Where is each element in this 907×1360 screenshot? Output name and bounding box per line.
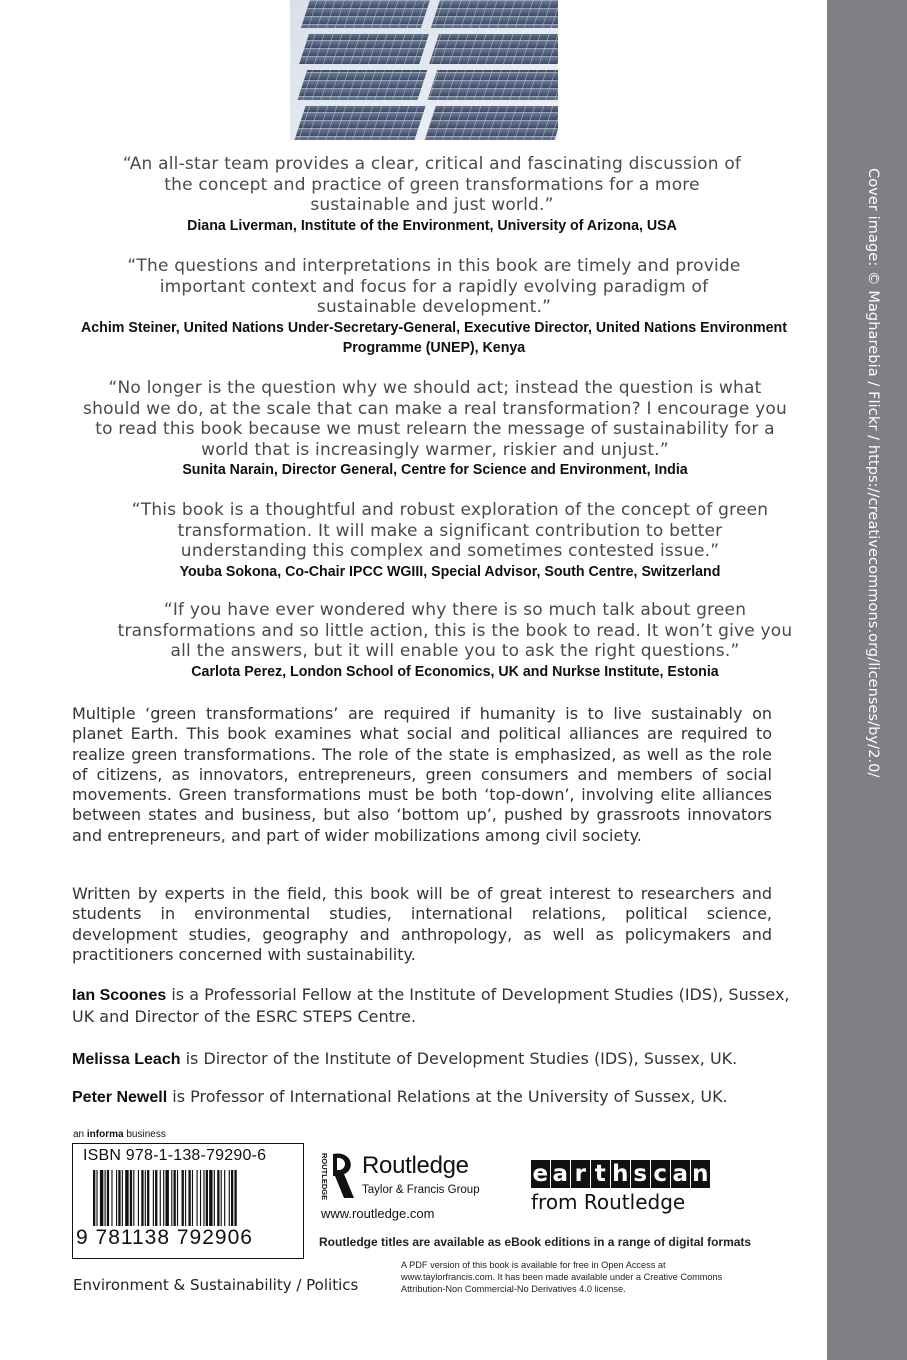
publisher-group: Taylor & Francis Group: [362, 1184, 480, 1196]
editor-bio-text: is Professor of International Relations at the University of Sussex, UK.: [167, 1087, 728, 1106]
earthscan-letter: a: [552, 1161, 569, 1187]
barcode-bar: [163, 1170, 164, 1226]
informa-suffix: business: [123, 1129, 166, 1140]
cover-photo: [290, 0, 558, 140]
earthscan-letter: h: [612, 1161, 629, 1187]
isbn-label: ISBN 978-1-138-79290-6: [83, 1147, 267, 1164]
earthscan-letter: a: [672, 1161, 689, 1187]
publisher-name: Routledge: [362, 1152, 469, 1179]
barcode-bar: [206, 1170, 208, 1226]
earthscan-logo: [531, 1160, 711, 1188]
editor-name: Peter Newell: [72, 1089, 168, 1106]
barcode-bar: [234, 1170, 236, 1226]
barcode-bar: [147, 1170, 149, 1226]
solar-panels-image: [290, 0, 558, 140]
isbn-number: 9 781138 792906: [76, 1226, 253, 1249]
isbn-barcode: [72, 1143, 304, 1259]
endorsement-2: [66, 256, 802, 358]
image-credit-text: Cover image: © Magharebia / Flickr / https://creativecommons.org/licenses/by/2.0/: [865, 168, 881, 778]
barcode-bar: [118, 1170, 120, 1226]
earthscan-letter: n: [692, 1161, 709, 1187]
barcode-bar: [185, 1170, 186, 1226]
endorsement-3: [70, 378, 800, 480]
barcode-bar: [138, 1170, 139, 1226]
publisher-url: www.routledge.com: [321, 1206, 435, 1221]
barcode-bar: [100, 1170, 103, 1226]
editor-name: Ian Scoones: [72, 987, 167, 1004]
barcode-bar: [125, 1170, 128, 1226]
endorsement-quote: “If you have ever wondered why there is so much talk about green transformations and so little action, this is the book to read. It won’t give you all the answers, but it will enable you to ask the right questions.”: [117, 600, 793, 661]
endorsement-1: [102, 154, 762, 236]
endorsement-4: [70, 500, 830, 582]
endorsement-quote: “This book is a thoughtful and robust exploration of the concept of green transformation. It will make a significant contribution to better understanding this complex and sometimes contested issue.”: [131, 500, 769, 561]
editor-bio-text: is a Professorial Fellow at the Institute of Development Studies (IDS), Sussex, UK and Director of the ESRC STEPS Centre.: [72, 985, 790, 1026]
barcode-bar: [214, 1170, 215, 1226]
editor-bio-text: is Director of the Institute of Development Studies (IDS), Sussex, UK.: [180, 1049, 738, 1068]
open-access-note: A PDF version of this book is available for free in Open Access at www.taylorfrancis.com. It has been made available under a Creative Commons Attribution-Non Commercial-No Derivatives 4.0 license.: [401, 1260, 723, 1294]
earthscan-letter: t: [591, 1160, 610, 1188]
barcode-bar: [182, 1170, 184, 1226]
ebook-note: Routledge titles are available as eBook editions in a range of digital formats: [319, 1235, 752, 1249]
barcode-bar: [221, 1170, 222, 1226]
barcode-bar: [231, 1170, 233, 1226]
barcode-bar: [141, 1170, 143, 1226]
endorsement-quote: “The questions and interpretations in this book are timely and provide important context and focus for a rapidly evolving paradigm of sustainable development.”: [127, 256, 741, 317]
editor-bio-scoones: [72, 985, 792, 1027]
barcode-bar: [200, 1170, 201, 1226]
endorsement-source: Diana Liverman, Institute of the Environment, University of Arizona, USA: [187, 217, 677, 234]
endorsement-quote: “No longer is the question why we should act; instead the question is what should we do, at the scale that can make a real transformation? I encourage you to read this book because we must relearn the message of sustainability for a world that is increasingly warmer, riskier and unjust.”: [83, 378, 787, 460]
routledge-logo-side-text: ROUTLEDGE: [320, 1153, 329, 1201]
barcode-bar: [224, 1170, 225, 1226]
barcode-bar: [107, 1170, 109, 1226]
barcode-bar: [130, 1170, 132, 1226]
earthscan-letter: e: [532, 1161, 549, 1187]
informa-business-line: [73, 1129, 166, 1140]
earthscan-letter: s: [631, 1160, 650, 1188]
barcode-bar: [160, 1170, 161, 1226]
barcode-bar: [177, 1170, 178, 1226]
barcode-bar: [229, 1170, 230, 1226]
earthscan-letter: r: [571, 1160, 590, 1188]
subject-category: Environment & Sustainability / Politics: [73, 1276, 359, 1294]
barcode-bar: [209, 1170, 212, 1226]
editor-bio-leach: [72, 1049, 792, 1071]
barcode-bar: [153, 1170, 154, 1226]
barcode-bar: [133, 1170, 134, 1226]
barcode-bar: [217, 1170, 219, 1226]
endorsement-5: [70, 600, 840, 682]
barcode-bar: [197, 1170, 198, 1226]
endorsement-source: Youba Sokona, Co-Chair IPCC WGIII, Special Advisor, South Centre, Switzerland: [179, 563, 721, 580]
barcode-bar: [116, 1170, 117, 1226]
barcode-bar: [96, 1170, 97, 1226]
endorsement-source: Achim Steiner, United Nations Under-Secretary-General, Executive Director, United Nations Environment Programme (UNEP), Kenya: [81, 319, 787, 356]
barcode-bar: [145, 1170, 146, 1226]
barcode-bar: [111, 1170, 112, 1226]
barcode-bar: [203, 1170, 204, 1226]
description-paragraph-2: Written by experts in the field, this book will be of great interest to researchers and students in environmental studies, international relations, political science, development studies, geography and anthropology, as well as policymakers and practitioners concerned with sustainability.: [72, 884, 772, 964]
informa-brand: informa: [86, 1129, 124, 1140]
barcode-bar: [192, 1170, 193, 1226]
routledge-logo-icon: [318, 1150, 356, 1202]
barcode-bar: [171, 1170, 172, 1226]
editor-name: Melissa Leach: [72, 1051, 181, 1068]
informa-prefix: an: [73, 1129, 87, 1140]
barcode-bar: [122, 1170, 123, 1226]
editor-bio-newell: [72, 1087, 792, 1109]
barcode-bar: [155, 1170, 157, 1226]
barcode-bar: [93, 1170, 95, 1226]
endorsement-source: Carlota Perez, London School of Economics, UK and Nurkse Institute, Estonia: [191, 663, 719, 680]
barcode-bar: [165, 1170, 168, 1226]
endorsement-quote: “An all-star team provides a clear, critical and fascinating discussion of the concept and practice of green transformations for a more sustainable and just world.”: [122, 154, 742, 215]
barcode-bar: [188, 1170, 190, 1226]
barcode-bars: [93, 1170, 285, 1226]
barcode-bar: [174, 1170, 176, 1226]
imprint-from: from Routledge: [531, 1190, 686, 1214]
earthscan-letter: c: [651, 1160, 670, 1188]
endorsement-source: Sunita Narain, Director General, Centre for Science and Environment, India: [182, 462, 688, 478]
description-paragraph-1: Multiple ‘green transformations’ are required if humanity is to live sustainably on planet Earth. This book examines what social and political alliances are required to realize green transformations. The role of the state is emphasized, as well as the role of citizens, as innovators, entrepreneurs, green consumers and members of social movements. Green transformations must be both ‘top-down’, involving elite alliances between states and business, but also ‘bottom up’, pushed by grassroots innovators and entrepreneurs, and part of wider mobilizations among civil society.: [72, 704, 772, 845]
barcode-bar: [105, 1170, 106, 1226]
